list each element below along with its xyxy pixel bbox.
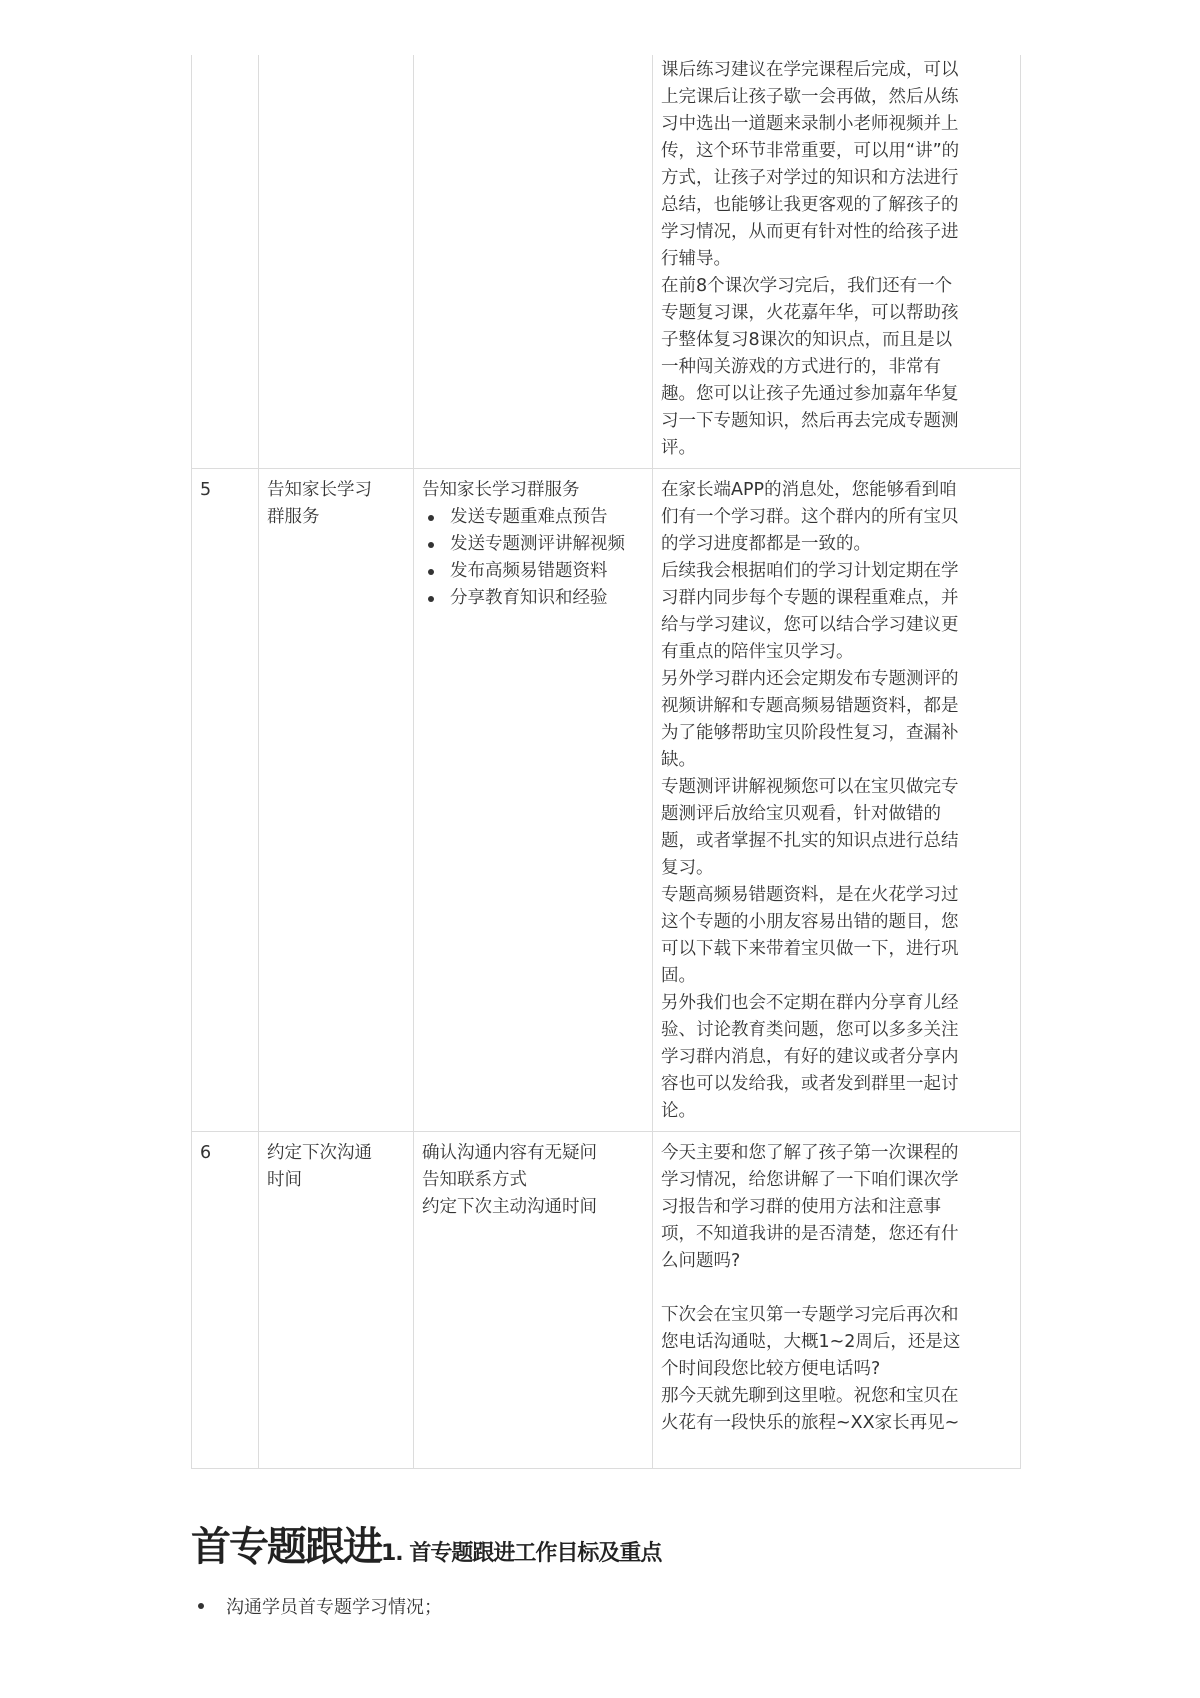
script-line: 习中选出一道题来录制小老师视频并上 [661,114,959,134]
script-line: 么问题吗? [661,1251,741,1271]
script-line: 学习情况，给您讲解了一下咱们课次学 [661,1170,959,1190]
script-line: 缺。 [661,750,696,770]
content-cell [414,55,653,469]
script-line: 专题高频易错题资料，是在火花学习过 [661,885,959,905]
script-line: 另外我们也会不定期在群内分享育儿经 [661,993,959,1013]
content-bullet-list [422,504,644,612]
script-line: 在前8个课次学习完后，我们还有一个 [661,276,953,296]
section-title: 首专题跟进 [191,1524,381,1570]
script-line: 给与学习建议，您可以结合学习建议更 [661,615,959,635]
script-line: 趣。您可以让孩子先通过参加嘉年华复 [661,384,959,404]
script-line: 在家长端APP的消息处，您能够看到咱 [661,480,957,500]
step-line: 约定下次沟通 [267,1143,372,1163]
section-heading [191,1515,661,1572]
list-item: 发送专题测评讲解视频 [422,531,644,558]
step-cell [259,1132,414,1469]
script-line: 传，这个环节非常重要，可以用“讲”的 [661,141,960,161]
script-line: 一种闯关游戏的方式进行的，非常有 [661,357,941,377]
number-cell [192,55,259,469]
script-line: 行辅导。 [661,249,731,269]
script-line: 个时间段您比较方便电话吗? [661,1359,881,1379]
script-line: 下次会在宝贝第一专题学习完后再次和 [661,1305,959,1325]
content-title: 告知家长学习群服务 [422,480,580,500]
script-line: 课后练习建议在学完课程后完成，可以 [661,60,959,80]
script-line: 学习情况，从而更有针对性的给孩子进 [661,222,959,242]
content-cell [414,1132,653,1469]
list-item: 发送专题重难点预告 [422,504,644,531]
step-line: 群服务 [267,507,320,527]
script-line [661,1275,1012,1302]
script-line: 后续我会根据咱们的学习计划定期在学 [661,561,959,581]
number-cell: 6 [192,1132,259,1469]
script-line: 另外学习群内还会定期发布专题测评的 [661,669,959,689]
script-line: 的学习进度都都是一致的。 [661,534,871,554]
content-cell [414,469,653,1132]
script-line: 复习。 [661,858,714,878]
script-line: 学习群内消息，有好的建议或者分享内 [661,1047,959,1067]
script-line: 习群内同步每个专题的课程重难点，并 [661,588,959,608]
script-line: 火花有一段快乐的旅程~XX家长再见~ [661,1413,960,1433]
script-line: 专题复习课，火花嘉年华，可以帮助孩 [661,303,959,323]
script-line: 视频讲解和专题高频易错题资料，都是 [661,696,959,716]
script-line: 项，不知道我讲的是否清楚，您还有什 [661,1224,959,1244]
script-line: 上完课后让孩子歇一会再做，然后从练 [661,87,959,107]
script-line: 论。 [661,1101,696,1121]
content-line: 告知联系方式 [422,1170,527,1190]
script-line: 今天主要和您了解了孩子第一次课程的 [661,1143,959,1163]
script-line: 您电话沟通哒，大概1~2周后，还是这 [661,1332,961,1352]
script-line: 评。 [661,438,696,458]
script-line: 题，或者掌握不扎实的知识点进行总结 [661,831,959,851]
script-line: 题测评后放给宝贝观看，针对做错的 [661,804,941,824]
script-table [191,55,1021,1469]
script-line: 们有一个学习群。这个群内的所有宝贝 [661,507,959,527]
script-cell [653,55,1021,469]
section-subtitle: 1. 首专题跟进工作目标及重点 [381,1541,662,1566]
script-cell [653,469,1021,1132]
script-line: 那今天就先聊到这里啦。祝您和宝贝在 [661,1386,959,1406]
step-cell [259,469,414,1132]
step-line: 告知家长学习 [267,480,372,500]
content-line: 确认沟通内容有无疑问 [422,1143,597,1163]
script-line: 有重点的陪伴宝贝学习。 [661,642,854,662]
content-line: 约定下次主动沟通时间 [422,1197,597,1217]
script-line: 方式，让孩子对学过的知识和方法进行 [661,168,959,188]
script-line: 固。 [661,966,696,986]
list-item: 沟通学员首专题学习情况； [198,1593,442,1619]
script-line: 总结，也能够让我更客观的了解孩子的 [661,195,959,215]
list-item: 发布高频易错题资料 [422,558,644,585]
script-line: 验、讨论教育类问题，您可以多多关注 [661,1020,959,1040]
step-line: 时间 [267,1170,302,1190]
table-row [192,55,1021,469]
step-cell [259,55,414,469]
script-line: 容也可以发给我，或者发到群里一起讨 [661,1074,959,1094]
script-cell [653,1132,1021,1469]
script-line: 这个专题的小朋友容易出错的题目，您 [661,912,959,932]
table-row [192,469,1021,1132]
number-cell: 5 [192,469,259,1132]
script-line: 习一下专题知识，然后再去完成专题测 [661,411,959,431]
script-line: 为了能够帮助宝贝阶段性复习，查漏补 [661,723,959,743]
table-row [192,1132,1021,1469]
script-line: 专题测评讲解视频您可以在宝贝做完专 [661,777,959,797]
script-line: 习报告和学习群的使用方法和注意事 [661,1197,941,1217]
script-line: 可以下载下来带着宝贝做一下，进行巩 [661,939,959,959]
script-line: 子整体复习8课次的知识点，而且是以 [661,330,953,350]
list-item: 分享教育知识和经验 [422,585,644,612]
